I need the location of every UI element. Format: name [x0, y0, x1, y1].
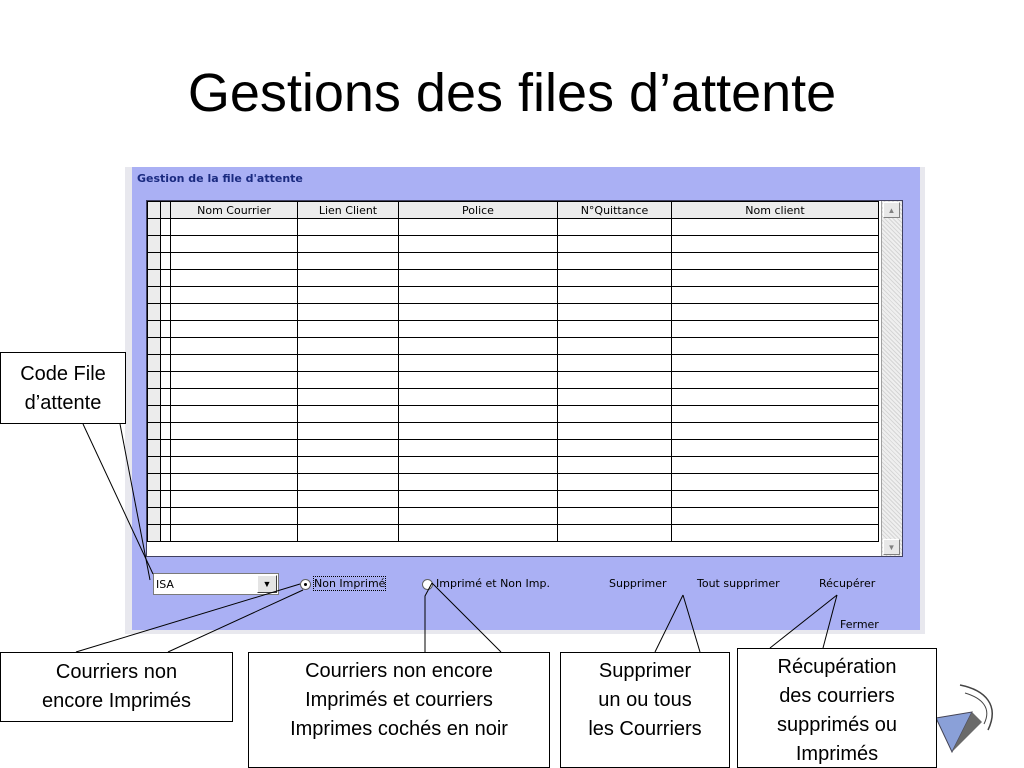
- callout-supprimer-line3: les Courriers: [588, 718, 702, 740]
- callout-code-file: [0, 352, 126, 424]
- leader-line-imprimes-2: [432, 583, 501, 652]
- callout-recup-line4: Imprimés: [795, 743, 879, 765]
- leader-line-recup: [770, 595, 837, 648]
- callout-code-file-line1: Code File: [20, 363, 106, 385]
- leader-line-supprimer-2: [683, 595, 700, 652]
- callout-supprimer-line2: un ou tous: [598, 689, 692, 711]
- fermer-button[interactable]: Fermer: [840, 618, 879, 631]
- leader-line-code-file: [83, 424, 153, 574]
- callout-code-file-line2: d’attente: [24, 392, 102, 414]
- leader-line-code-file-2: [120, 424, 150, 580]
- leader-line-non-imprimes-2: [168, 590, 303, 652]
- radio-non-imprime-label: Non Imprimé: [314, 577, 386, 590]
- scroll-down-icon[interactable]: ▼: [883, 539, 900, 555]
- callout-recup-line1: Récupération: [777, 656, 897, 678]
- column-header-lien-client[interactable]: Lien Client: [298, 202, 399, 219]
- column-header-nom-courrier[interactable]: Nom Courrier: [171, 202, 298, 219]
- callout-recuperation: [737, 648, 937, 768]
- callout-non-imprimes: [0, 652, 233, 722]
- callout-supprimer-line1: Supprimer: [598, 660, 692, 682]
- leader-line-supprimer: [655, 595, 683, 652]
- callout-non-imprimes-line1: Courriers non: [55, 661, 178, 683]
- column-header-nom-client[interactable]: Nom client: [672, 202, 879, 219]
- column-header-police[interactable]: Police: [399, 202, 558, 219]
- callout-imprimes-line1: Courriers non encore: [305, 660, 493, 682]
- recuperer-button[interactable]: Récupérer: [819, 577, 876, 590]
- tout-supprimer-button[interactable]: Tout supprimer: [697, 577, 780, 590]
- callout-recup-line3: supprimés ou: [776, 714, 898, 736]
- callout-supprimer: [560, 652, 730, 768]
- callout-recup-line2: des courriers: [779, 685, 895, 707]
- radio-imprime-et-non-label: Imprimé et Non Imp.: [436, 577, 550, 590]
- leader-line-non-imprimes: [76, 584, 300, 652]
- callout-non-imprimes-line2: encore Imprimés: [42, 690, 191, 712]
- scroll-up-icon[interactable]: ▲: [883, 202, 900, 218]
- queue-code-value: ISA: [156, 578, 174, 591]
- callout-imprimes-line2: Imprimés et courriers: [305, 689, 493, 711]
- supprimer-button[interactable]: Supprimer: [609, 577, 667, 590]
- leader-line-recup-2: [823, 595, 837, 648]
- leader-line-imprimes: [425, 583, 432, 652]
- nav-arrow-icon: [936, 685, 992, 752]
- callout-imprimes: [248, 652, 550, 768]
- column-header-quittance[interactable]: N°Quittance: [558, 202, 672, 219]
- window-title: Gestion de la file d'attente: [137, 172, 303, 185]
- slide-title: Gestions des files d’attente: [187, 63, 837, 123]
- dropdown-arrow-icon[interactable]: ▼: [257, 575, 277, 593]
- callout-imprimes-line3: Imprimes cochés en noir: [290, 718, 508, 740]
